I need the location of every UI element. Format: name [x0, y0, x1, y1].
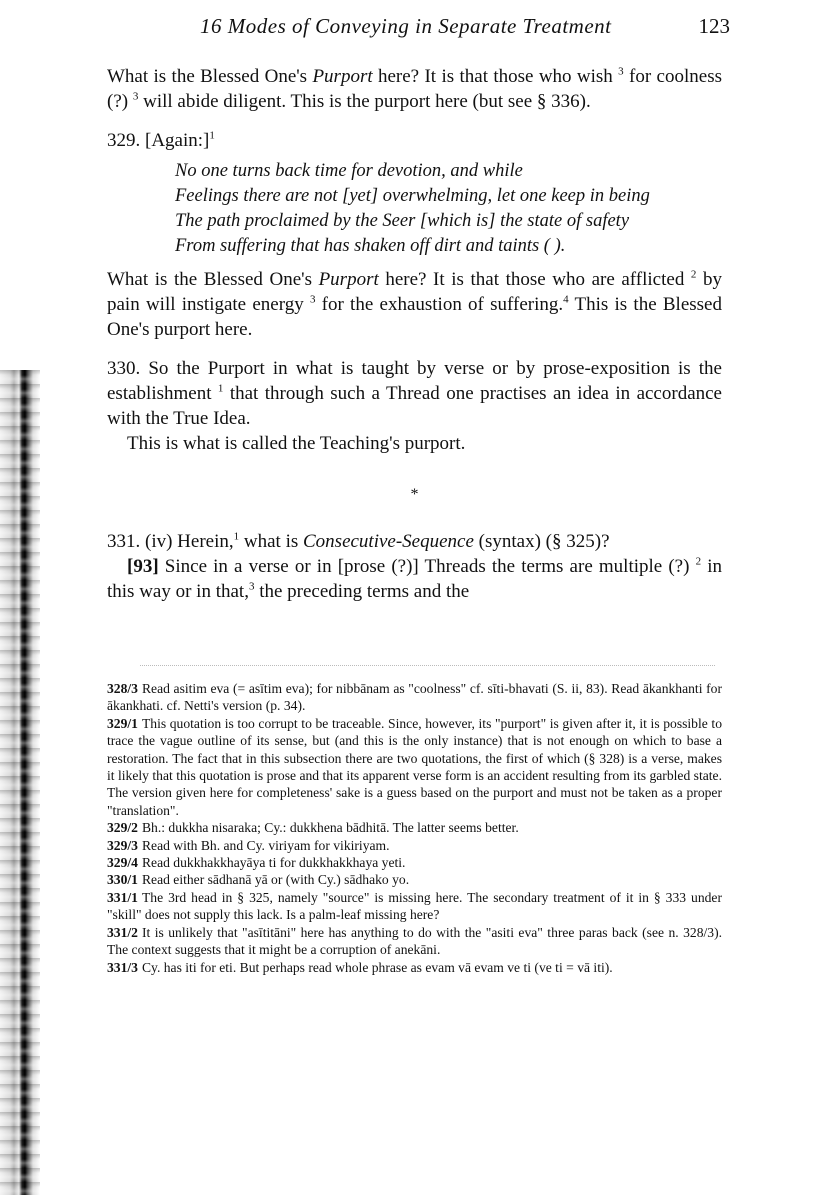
- term-purport: Purport: [312, 66, 373, 87]
- footnote: 329/4 Read dukkhakkhayāya ti for dukkhakkhaya yeti.: [107, 855, 406, 871]
- footnote-marker: 1: [233, 530, 240, 543]
- footnote: 331/1 The 3rd head in § 325, namely "source" is missing here. The secondary treatment of it in § 333 under "skill" does not supply this lack. Is a palm-leaf missing here?: [107, 889, 722, 923]
- footnote-ref: 329/3: [107, 837, 138, 853]
- verse-line: From suffering that has shaken off dirt and taints ( ).: [175, 236, 566, 256]
- footnote: 328/3 Read asitim eva (= asītim eva); for nibbānam as "coolness" cf. sīti-bhavati (S. ii, 83). Read ākankhanti for ākankhati. cf. Netti's version (p. 34).: [107, 681, 722, 714]
- footnote-marker: 1: [209, 129, 215, 142]
- section-break-asterisk: *: [410, 486, 419, 503]
- page-number: 123: [698, 14, 730, 38]
- paragraph-328-purport: What is the Blessed One's Purport here? It is that those who wish $^3$ for coolness (?) $^3$ will abide diligent. This is the purport here (but see § 336).: [107, 65, 722, 112]
- main-text: [107, 64, 722, 604]
- footnote-ref: 331/2: [107, 924, 138, 940]
- running-title: 16 Modes of Conveying in Separate Treatment: [200, 14, 612, 38]
- footnote: 331/2 It is unlikely that "asītitāni" here has anything to do with the "asiti eva" three paras back (see n. 328/3). The context suggests that it might be a corruption of anekāni.: [107, 924, 722, 958]
- verse-line: The path proclaimed by the Seer [which is] the state of safety: [175, 211, 630, 231]
- page-marker-93: [93]: [127, 556, 159, 577]
- footnote-ref: 329/2: [107, 820, 138, 836]
- scan-binding-shadow: [0, 370, 40, 1195]
- verse-line: No one turns back time for devotion, and while: [175, 161, 523, 181]
- footnote-marker: 4: [563, 293, 569, 306]
- paragraph-329-purport: What is the Blessed One's Purport here? It is that those who are afflicted $^2$ by pain will instigate energy $^3$ for the exhaustion of suffering.$^4$ This is the Blessed One's purport here.: [107, 268, 723, 340]
- term-purport: Purport: [318, 269, 379, 290]
- footnote: 329/1 This quotation is too corrupt to be traceable. Since, however, its "purport" is given after it, it is possible to trace the vague outline of its sense, but (and this is the only instance) that is not enough on which to base a restoration. The fact that in this subsection there are two quotations, the first of which (§ 328) is a verse, makes it likely that this quotation is prose and that its apparent verse form is an accident resulting from its garbled state. The version given here for completeness' sake is a guess based on the purport and must not be taken as a proper "translation".: [107, 715, 722, 818]
- term-consecutive-sequence: Consecutive-Sequence: [303, 531, 474, 552]
- footnote-ref: 329/4: [107, 855, 138, 871]
- paragraph-330: 330. So the Purport in what is taught by verse or by prose-exposition is the establishment $^1$ that through such a Thread one practises an idea in accordance with the True Idea.: [107, 358, 722, 429]
- footnote: 331/3 Cy. has iti for eti. But perhaps read whole phrase as evam vā evam ve ti (ve ti = vā iti).: [107, 959, 613, 975]
- footnote-ref: 330/1: [107, 872, 138, 888]
- footnote: 329/2 Bh.: dukkha nisaraka; Cy.: dukkhena bādhitā. The latter seems better.: [107, 820, 519, 836]
- footnote-ref: 328/3: [107, 681, 138, 696]
- footnote-ref: 331/3: [107, 959, 138, 975]
- footnote-ref: 329/1: [107, 715, 138, 731]
- footnote-marker: 1: [217, 382, 224, 395]
- footnote: 329/3 Read with Bh. and Cy. viriyam for vikiriyam.: [107, 837, 390, 853]
- paragraph-teaching-purport: This is what is called the Teaching's purport.: [127, 433, 466, 454]
- paragraph-331-body: [93] Since in a verse or in [prose (?)] Threads the terms are multiple (?) $^2$ in this way or in that,$^3$ the preceding terms and the: [107, 555, 722, 602]
- footnote-marker: 3: [618, 65, 624, 78]
- paragraph-329-label: 329. [Again:]$^1$: [107, 129, 215, 151]
- footnote-marker: 3: [132, 90, 139, 103]
- footnote-marker: 2: [695, 555, 702, 568]
- footnote-marker: 3: [309, 293, 316, 306]
- paragraph-331-heading: 331. (iv) Herein,$^1$ what is Consecutive-Sequence (syntax) (§ 325)?: [107, 530, 610, 552]
- verse-line: Feelings there are not [yet] overwhelming, let one keep in being: [175, 186, 650, 206]
- running-header: [200, 14, 730, 44]
- footnotes: [107, 680, 722, 976]
- footnote-ref: 331/1: [107, 889, 138, 905]
- verse-quotation: [175, 159, 722, 259]
- footnote-marker: 3: [248, 580, 255, 593]
- footnote: 330/1 Read either sādhanā yā or (with Cy.) sādhako yo.: [107, 872, 410, 888]
- footnote-separator: [140, 665, 715, 666]
- footnote-marker: 2: [690, 268, 697, 281]
